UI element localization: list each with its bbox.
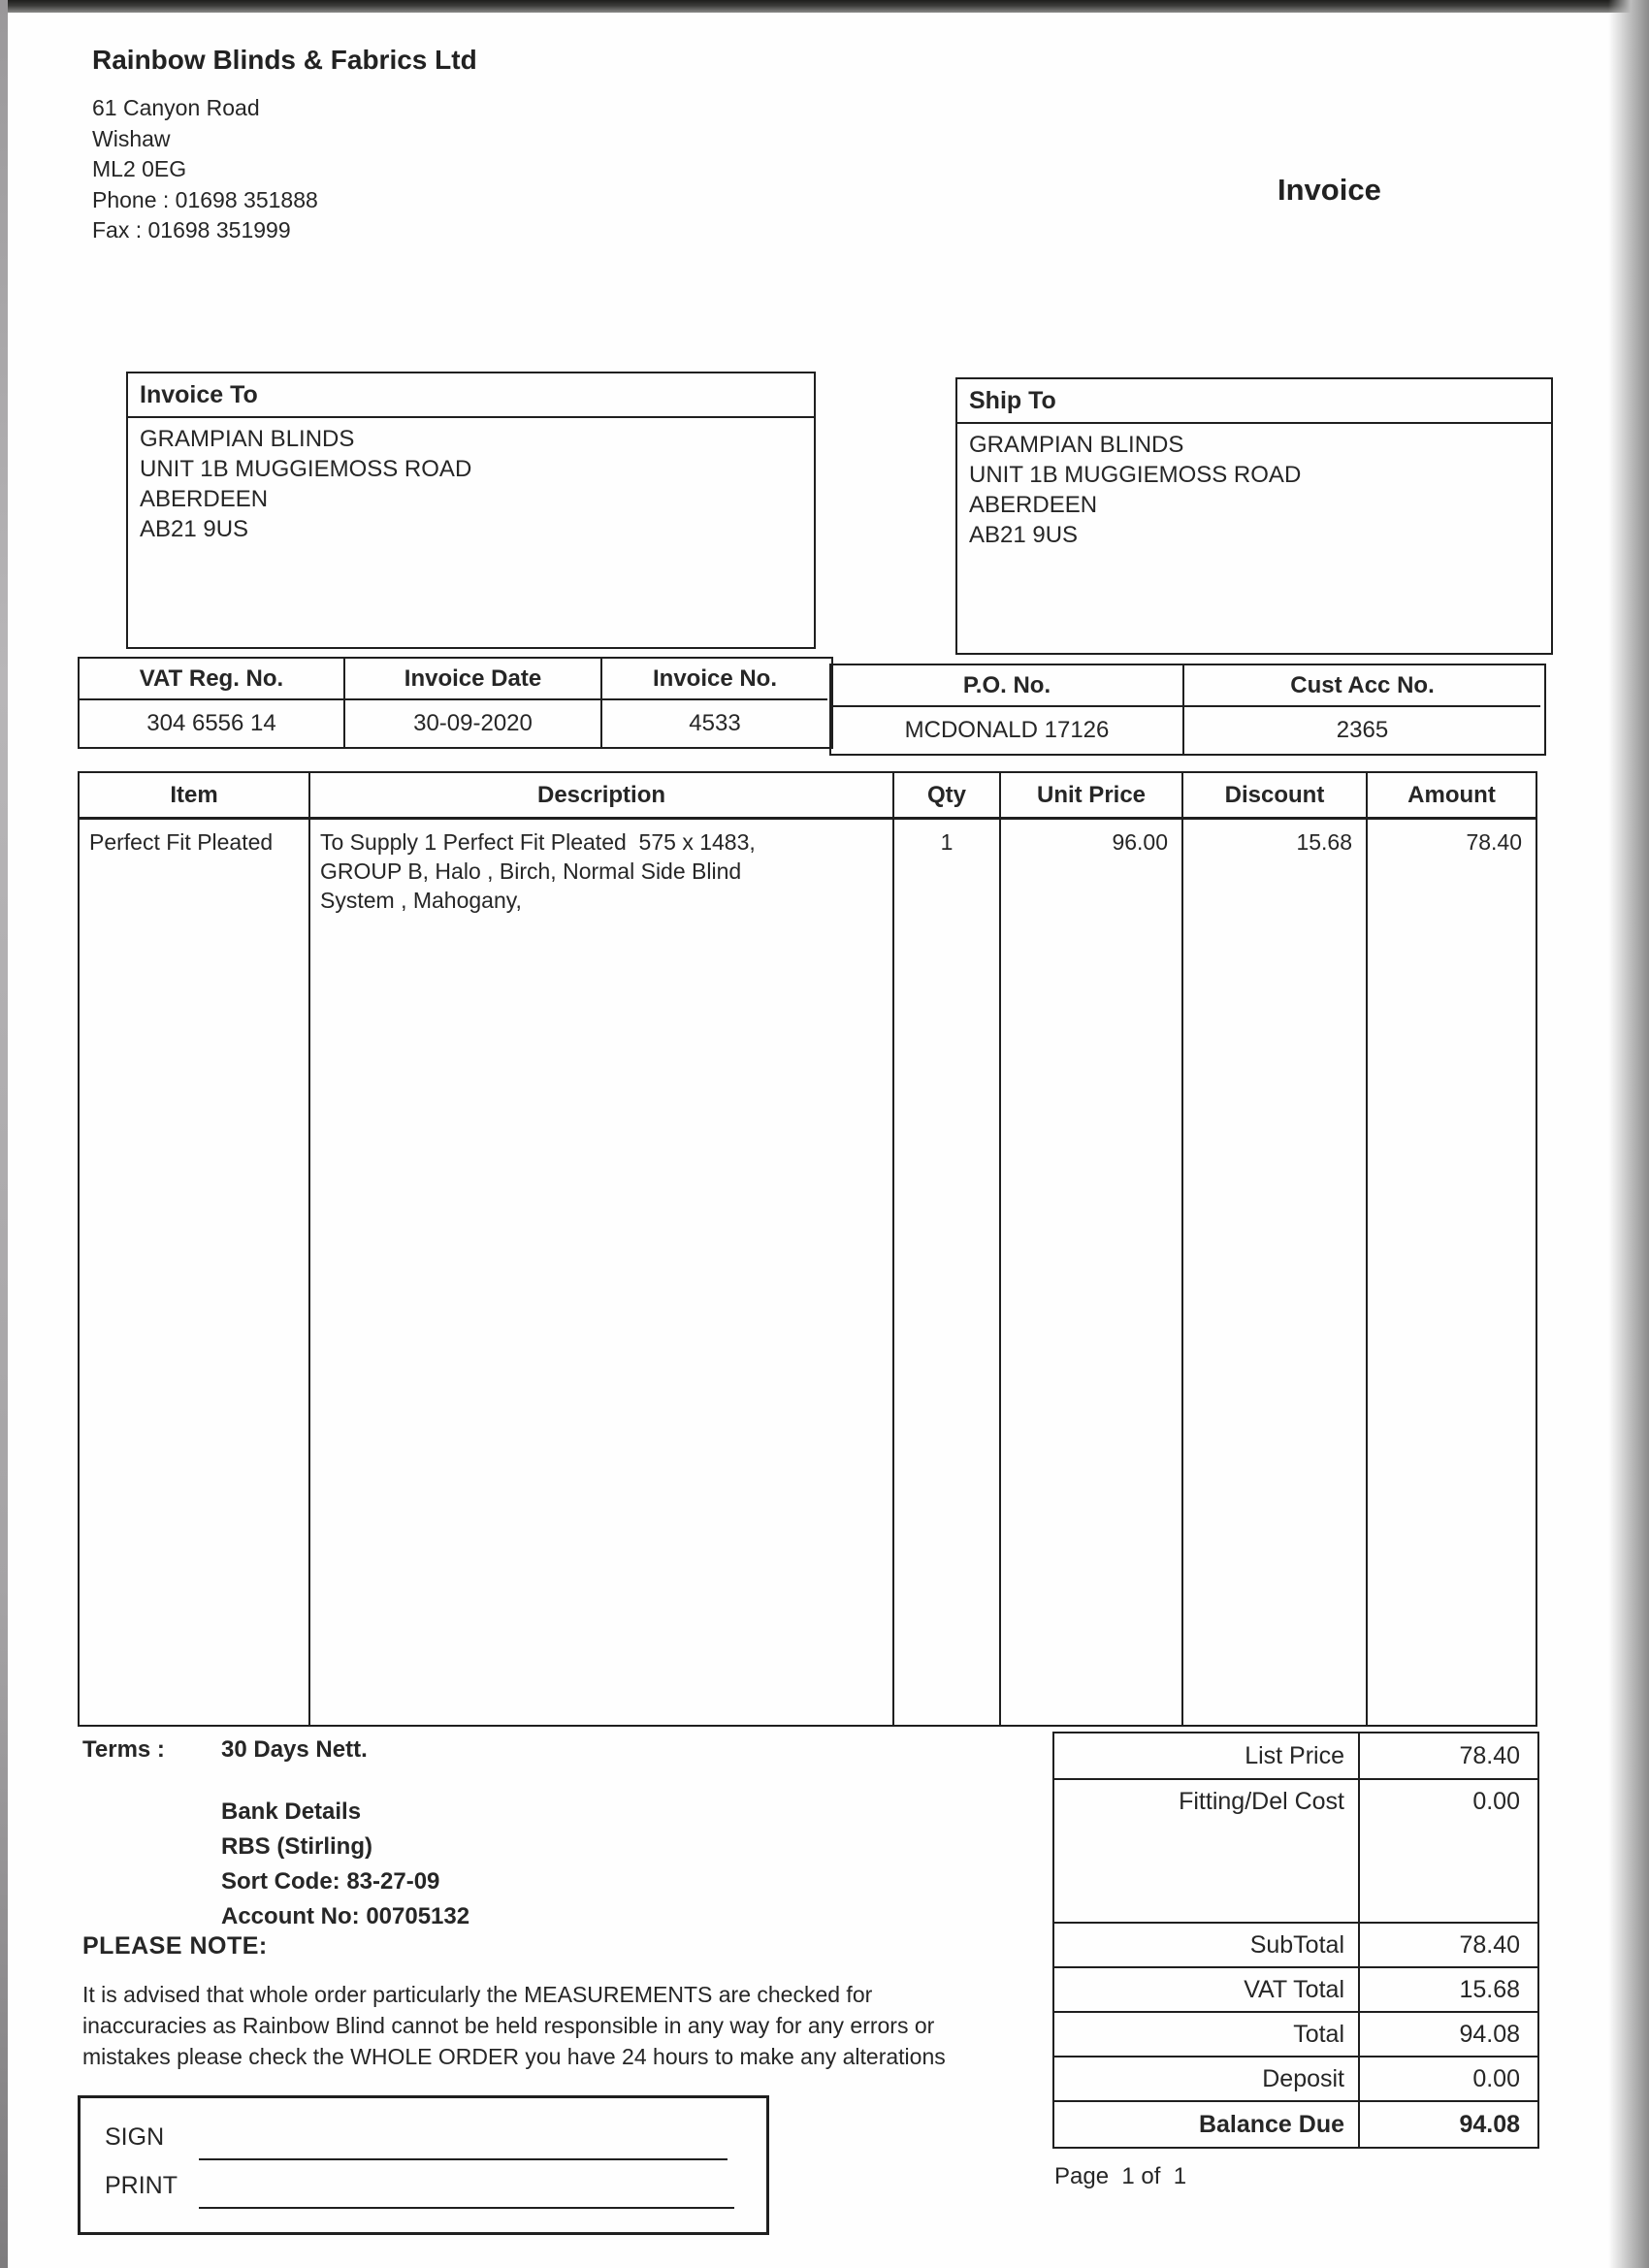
balance-due-label: Balance Due <box>1054 2102 1360 2147</box>
bank-details-line: Bank Details <box>221 1798 362 1825</box>
company-address <box>92 93 318 246</box>
invoice-to-line: GRAMPIAN BLINDS <box>140 426 355 452</box>
invoice-to-line: ABERDEEN <box>140 486 269 512</box>
please-note-text <box>82 1979 946 2072</box>
vat-total-label: VAT Total <box>1054 1968 1360 2011</box>
company-address-line: ML2 0EG <box>92 156 187 181</box>
company-address-line: Wishaw <box>92 125 171 151</box>
company-address-line: 61 Canyon Road <box>92 95 260 120</box>
total-label: Total <box>1054 2013 1360 2056</box>
list-price-value: 78.40 <box>1459 1741 1520 1769</box>
total-value: 94.08 <box>1459 2020 1520 2048</box>
item-cell: Perfect Fit Pleated <box>80 820 310 1725</box>
qty-cell: 1 <box>894 820 1001 1725</box>
print-label: PRINT <box>105 2172 178 2199</box>
ship-to-label: Ship To <box>957 379 1551 424</box>
page-number: Page 1 of 1 <box>1054 2163 1187 2189</box>
invoice-info-table-left <box>78 657 833 749</box>
ship-to-box <box>955 377 1553 655</box>
unit-price-cell: 96.00 <box>1001 820 1183 1725</box>
totals-row-balance-due <box>1054 2102 1537 2147</box>
line-items-table <box>78 771 1537 1727</box>
description-line: To Supply 1 Perfect Fit Pleated 575 x 1483, <box>320 829 756 855</box>
company-name: Rainbow Blinds & Fabrics Ltd <box>92 45 477 75</box>
please-note-line: It is advised that whole order particularly the MEASUREMENTS are checked for <box>82 1982 873 2007</box>
terms-label: Terms : <box>82 1736 165 1763</box>
list-price-label: List Price <box>1054 1733 1360 1778</box>
sign-label: SIGN <box>105 2123 165 2151</box>
discount-cell: 15.68 <box>1183 820 1368 1725</box>
ship-to-line: GRAMPIAN BLINDS <box>969 432 1184 458</box>
bank-details-line: Account No: 00705132 <box>221 1903 470 1929</box>
vat-reg-no-value: 304 6556 14 <box>80 700 345 747</box>
fitting-del-cost-value: 0.00 <box>1472 1788 1520 1815</box>
totals-row-vat-total <box>1054 1968 1537 2013</box>
po-no-value: MCDONALD 17126 <box>831 707 1184 754</box>
signature-box <box>78 2095 769 2235</box>
cust-acc-no-value: 2365 <box>1336 717 1389 743</box>
description-line: System , Mahogany, <box>320 888 522 913</box>
ship-to-line: ABERDEEN <box>969 492 1098 518</box>
bank-details-line: RBS (Stirling) <box>221 1833 372 1860</box>
totals-row-total <box>1054 2013 1537 2057</box>
invoice-to-line: UNIT 1B MUGGIEMOSS ROAD <box>140 456 472 482</box>
fitting-del-cost-label: Fitting/Del Cost <box>1054 1780 1360 1922</box>
subtotal-label: SubTotal <box>1054 1924 1360 1966</box>
vat-reg-no-header: VAT Reg. No. <box>80 659 345 700</box>
description-column-header: Description <box>310 773 894 820</box>
company-address-line: Fax : 01698 351999 <box>92 217 291 243</box>
cust-acc-no-header: Cust Acc No. <box>1184 665 1540 707</box>
document-title: Invoice <box>1277 173 1381 207</box>
invoice-no-header: Invoice No. <box>602 659 827 700</box>
discount-column-header: Discount <box>1183 773 1368 820</box>
bank-details-line: Sort Code: 83-27-09 <box>221 1868 440 1895</box>
company-address-line: Phone : 01698 351888 <box>92 186 318 212</box>
please-note-line: inaccuracies as Rainbow Blind cannot be held responsible in any way for any errors or <box>82 2013 935 2038</box>
description-line: GROUP B, Halo , Birch, Normal Side Blind <box>320 859 742 884</box>
unit-price-column-header: Unit Price <box>1001 773 1183 820</box>
vat-total-value: 15.68 <box>1459 1975 1520 2003</box>
invoice-date-value: 30-09-2020 <box>345 700 602 747</box>
po-no-header: P.O. No. <box>831 665 1184 707</box>
invoice-info-table-right <box>829 664 1546 756</box>
invoice-to-label: Invoice To <box>128 373 814 418</box>
deposit-value: 0.00 <box>1472 2064 1520 2092</box>
amount-cell: 78.40 <box>1466 829 1522 855</box>
totals-table <box>1052 1732 1539 2149</box>
sign-line <box>199 2158 728 2160</box>
invoice-to-address <box>128 418 814 550</box>
scan-edge-top <box>0 0 1649 13</box>
terms-value: 30 Days Nett. <box>221 1736 368 1763</box>
please-note-title: PLEASE NOTE: <box>82 1932 268 1960</box>
item-column-header: Item <box>80 773 310 820</box>
ship-to-line: AB21 9US <box>969 522 1079 548</box>
totals-row-fitting-del-cost <box>1054 1780 1537 1924</box>
subtotal-value: 78.40 <box>1459 1930 1520 1959</box>
qty-column-header: Qty <box>894 773 1001 820</box>
print-line <box>199 2207 734 2209</box>
balance-due-value: 94.08 <box>1459 2110 1520 2138</box>
scan-edge-left <box>0 0 8 2268</box>
invoice-to-line: AB21 9US <box>140 516 249 542</box>
bank-details <box>221 1795 469 1934</box>
totals-row-subtotal <box>1054 1924 1537 1968</box>
invoice-to-box <box>126 372 816 649</box>
ship-to-address <box>957 424 1551 556</box>
deposit-label: Deposit <box>1054 2057 1360 2100</box>
totals-row-deposit <box>1054 2057 1537 2102</box>
totals-row-list-price <box>1054 1733 1537 1780</box>
please-note-line: mistakes please check the WHOLE ORDER you have 24 hours to make any alterations <box>82 2044 946 2069</box>
amount-column-header: Amount <box>1368 773 1536 820</box>
scan-edge-right <box>1608 0 1649 2268</box>
description-cell <box>310 820 894 1725</box>
invoice-date-header: Invoice Date <box>345 659 602 700</box>
invoice-no-value: 4533 <box>689 710 741 736</box>
ship-to-line: UNIT 1B MUGGIEMOSS ROAD <box>969 462 1302 488</box>
